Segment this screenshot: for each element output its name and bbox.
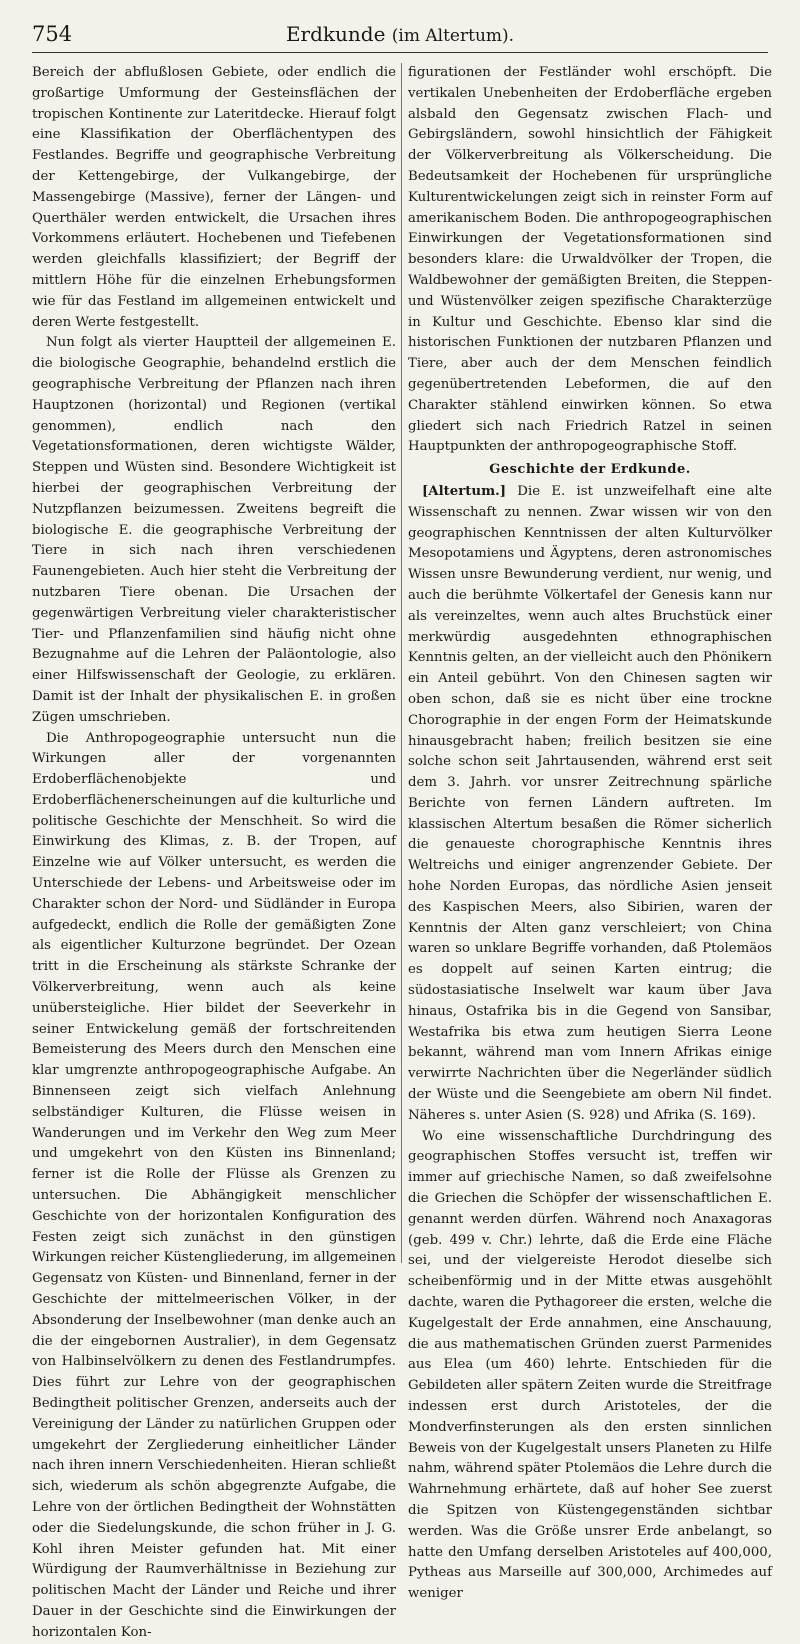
right-column <box>408 63 772 1602</box>
paragraph <box>408 482 772 1127</box>
column-divider <box>401 63 402 1263</box>
paragraph: Bereich der abflußlosen Gebiete, oder endlich die großartige Umformung der Gesteinsflächen der tropischen Kontinente zur Lateritdecke. Hierauf folgt eine Klassifikation der Oberflächentypen des Festlandes. Begriffe und geographische Verbreitung der Kettengebirge, der Vulkangebirge, der Massengebirge (Massive), ferner der Längen- und Querthäler werden entwickelt, die Ursachen ihres Vorkommens erläutert. Hochebenen und Tiefebenen werden gleichfalls klassifiziert; der Begriff der mittlern Höhe für die einzelnen Erhebungsformen wie für das Festland im allgemeinen entwickelt und deren Werte festgestellt. <box>32 65 396 330</box>
running-header <box>32 22 768 53</box>
left-column <box>32 63 396 1640</box>
paragraph-text: Die E. ist unzweifelhaft eine alte Wissenschaft zu nennen. Zwar wissen wir von den geographischen Kenntnissen der alten Kulturvölker Mesopotamiens und Ägyptens, deren astronomisches Wissen unsre Bewunderung verdient, nur wenig, und auch die berühmte Völkertafel der Genesis kann nur als vereinzeltes, wenn auch altes Bruchstück einer merkwürdig ausgedehnten ethnographischen Kenntnis gelten, an der vielleicht auch den Phönikern ein Anteil gebührt. Von den Chinesen sagten wir oben schon, daß sie es nicht über eine trockne Chorographie in der engen Form der Heimatskunde hinausgebracht haben; freilich besitzen sie eine solche schon seit Jahrtausenden, während erst seit dem 3. Jahrh. vor unsrer Zeitrechnung spärliche Berichte von fernen Ländern auftreten. Im klassischen Altertum besaßen die Römer sicherlich die genaueste chorographische Kenntnis ihres Weltreichs und einiger angrenzender Gebiete. Der hohe Norden Europas, das nördliche Asien jenseit des Kaspischen Meers, also Sibirien, waren der Kenntnis der Alten ganz verschleiert; von China waren so unklare Begriffe vorhanden, daß Ptolemäos es doppelt auf seinen Karten eintrug; die südostasiatische Inselwelt war kaum über Java hinaus, Ostafrika bis in die Gegend von Sansibar, Westafrika bis etwa zum heutigen Sierra Leone bekannt, während man vom Innern Afrikas einige verwirrte Nachrichten über die Negerländer südlich der Wüste und die Seengebiete am obern Nil findet. Näheres s. unter Asien (S. 928) und Afrika (S. 169). <box>408 483 772 1123</box>
paragraph: figurationen der Festländer wohl erschöpft. Die vertikalen Unebenheiten der Erdoberfläche ergeben alsbald den Gegensatz zwischen Flach- und Gebirgsländern, sowohl hinsichtlich der Fähigkeit der Völkerverbreitung als Völkerscheidung. Die Bedeutsamkeit der Hochebenen für ursprüngliche Kulturentwickelungen zeigt sich in reinster Form auf amerikanischem Boden. Die anthropogeographischen Einwirkungen der Vegetationsformationen sind besonders klare: die Urwaldvölker der Tropen, die Waldbewohner der gemäßigten Breiten, die Steppen- und Wüstenvölker zeigen spezifische Charakterzüge in Kultur und Geschichte. Ebenso klar sind die historischen Funktionen der nutzbaren Pflanzen und Tiere, aber auch der dem Menschen feindlich gegenübertretenden Lebeformen, die auf den Charakter stählend einwirken können. So etwa gliedert sich nach Friedrich Ratzel in seinen Hauptpunkten der anthropogeographische Stoff. <box>408 65 772 455</box>
paragraph: Die Anthropogeographie untersucht nun die Wirkungen aller der vorgenannten Erdoberflächenobjekte und Erdoberflächenerscheinungen auf die kulturliche und politische Geschichte der Menschheit. So wird die Einwirkung des Klimas, z. B. der Tropen, auf Einzelne wie auf Völker untersucht, es werden die Unterschiede der Lebens- und Arbeitsweise oder im Charakter schon der Nord- und Südländer in Europa aufgedeckt, endlich die Rolle der gemäßigten Zone als eigentlicher Kulturzone begründet. Der Ozean tritt in die Erscheinung als stärkste Schranke der Völkerverbreitung, wenn auch als keine unübersteigliche. Hier bildet der Seeverkehr in seiner Entwickelung gemäß der fortschreitenden Bemeisterung des Meers durch den Menschen eine klar umgrenzte anthropogeographische Aufgabe. An Binnenseen zeigt sich vielfach Anlehnung selbständiger Kulturen, die Flüsse weisen in Wanderungen und im Verkehr den Weg zum Meer und umgekehrt von den Küsten ins Binnenland; ferner ist die Rolle der Flüsse als Grenzen zu untersuchen. Die Abhängigkeit menschlicher Geschichte von der horizontalen Konfiguration des Festen zeigt sich zunächst in den günstigen Wirkungen reicher Küstengliederung, im allgemeinen Gegensatz von Küsten- und Binnenland, ferner in der Geschichte der mittelmeerischen Völker, in der Absonderung der Inselbewohner (man denke auch an die der eingebornen Australier), in dem Gegensatz von Halbinselvölkern zu denen des Festlandrumpfes. Dies führt zur Lehre von der geographischen Bedingtheit politischer Grenzen, anderseits auch der Vereinigung der Länder zu natürlichen Gruppen oder umgekehrt der Zergliederung einheitlicher Länder nach ihren innern Verschiedenheiten. Hieran schließt sich, wiederum als schön abgegrenzte Aufgabe, die Lehre von der örtlichen Bedingtheit der Wohnstätten oder die Siedelungskunde, die schon früher in J. G. Kohl ihren Meister gefunden hat. Mit einer Würdigung der Raumverhältnisse in Beziehung zur politischen Macht der Länder und Reiche und ihrer Dauer in der Geschichte sind die Einwirkungen der horizontalen Kon- <box>32 730 396 1640</box>
running-title <box>32 22 768 46</box>
section-heading: Geschichte der Erdkunde. <box>489 462 691 478</box>
paragraph: Nun folgt als vierter Hauptteil der allgemeinen E. die biologische Geographie, behandelnd erstlich die geographische Verbreitung der Pflanzen nach ihren Hauptzonen (horizontal) und Regionen (vertikal genommen), endlich nach den Vegetationsformationen, deren wichtigste Wälder, Steppen und Wüsten sind. Besondere Wichtigkeit ist hierbei der geographischen Verbreitung der Nutzpflanzen beizumessen. Zweitens begreift die biologische E. die geographische Verbreitung der Tiere in sich nach ihren verschiedenen Faunengebieten. Auch hier steht die Verbreitung der nutzbaren Tiere obenan. Die Ursachen der gegenwärtigen Verbreitung vieler charakteristischer Tier- und Pflanzenfamilien sind häufig nicht ohne Bezugnahme auf die Lehren der Paläontologie, also einer Hilfswissenschaft der Geologie, zu erklären. Damit ist der Inhalt der physikalischen E. in großen Zügen umschrieben. <box>32 335 396 725</box>
running-title-main: Erdkunde <box>285 22 386 46</box>
section-marker: [Altertum.] <box>422 483 507 499</box>
paragraph: Wo eine wissenschaftliche Durchdringung des geographischen Stoffes versucht ist, treffen wir immer auf griechische Namen, so daß zweifelsohne die Griechen die Schöpfer der wissenschaftlichen E. genannt werden dürfen. Während noch Anaxagoras (geb. 499 v. Chr.) lehrte, daß die Erde eine Fläche sei, und der vielgereiste Herodot dieselbe sich scheibenförmig und in der Mitte etwas ausgehöhlt dachte, waren die Pythagoreer die ersten, welche die Kugelgestalt der Erde annahmen, eine Anschauung, die aus mathematischen Gründen zuerst Parmenides aus Elea (um 460) lehrte. Entschieden für die Gebildeten aller spätern Zeiten wurde die Streitfrage indessen erst durch Aristoteles, der die Mondverfinsterungen als den ersten sinnlichen Beweis von der Kugelgestalt unsers Planeten zu Hilfe nahm, während später Ptolemäos die Lehre durch die Wahrnehmung erhärtete, daß auf hoher See zuerst die Spitzen von Küstengegenständen sichtbar werden. Was die Größe unsrer Erde anbelangt, so hatte den Umfang derselben Aristoteles auf 400,000, Pytheas aus Marseille auf 300,000, Archimedes auf weniger <box>408 1128 772 1602</box>
running-title-sub: (im Altertum). <box>391 26 515 46</box>
page-number: 754 <box>32 22 73 46</box>
